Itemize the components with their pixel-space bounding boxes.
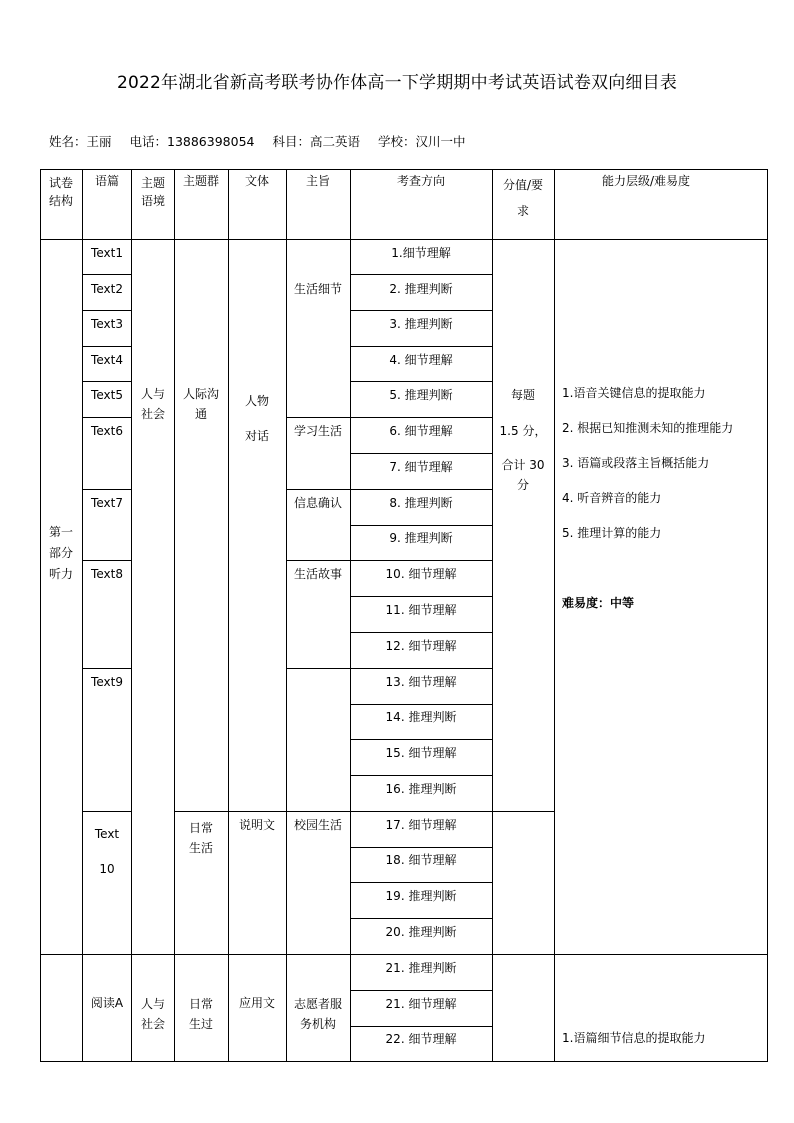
genre-value: 人物对话 <box>244 394 269 443</box>
row-line <box>286 668 350 669</box>
passage-label: Text6 <box>91 424 123 438</box>
part1-label: 第一部分听力 <box>48 525 73 581</box>
question-item: 6. 细节理解 <box>389 424 453 438</box>
col-line <box>554 169 555 1062</box>
question-item: 15. 细节理解 <box>385 746 457 760</box>
ability-item: 3. 语篇或段落主旨概括能力 <box>562 456 710 470</box>
header-theme: 主旨 <box>305 174 330 188</box>
question-item: 17. 细节理解 <box>385 818 457 832</box>
passage-label: Text8 <box>91 567 123 581</box>
difficulty-label: 难易度：中等 <box>562 596 635 610</box>
score-value: 合计 30 <box>501 458 545 472</box>
col-line <box>767 169 768 1062</box>
col-line <box>228 169 229 1062</box>
question-item: 9. 推理判断 <box>389 531 453 545</box>
score-value: 每题 <box>510 388 535 402</box>
theme-value: 生活细节 <box>293 282 342 296</box>
passage-label: Text5 <box>91 388 123 402</box>
ability-item: 4. 听音辨音的能力 <box>562 491 662 505</box>
col-line <box>174 169 175 1062</box>
author-phone: 电话：13886398054 <box>129 134 255 149</box>
score-value: 1.5 分， <box>499 424 547 438</box>
group-value: 日常生过 <box>188 997 213 1031</box>
question-item: 14. 推理判断 <box>385 710 457 724</box>
theme-value: 学习生活 <box>293 424 342 438</box>
passage-label: Text 10 <box>94 827 120 876</box>
theme-value: 信息确认 <box>293 496 342 510</box>
score-value: 分 <box>516 478 529 492</box>
question-item: 20. 推理判断 <box>385 925 457 939</box>
question-item: 11. 细节理解 <box>385 603 457 617</box>
author-name: 姓名：王丽 <box>49 134 112 149</box>
question-item: 3. 推理判断 <box>389 317 453 331</box>
ability-item: 2. 根据已知推测未知的推理能力 <box>562 421 734 435</box>
row-line <box>40 1061 768 1062</box>
ability-item: 5. 推理计算的能力 <box>562 526 662 540</box>
col-line <box>492 169 493 1062</box>
header-score: 分值/要求 <box>502 178 544 218</box>
passage-label: 阅读A <box>90 996 124 1010</box>
context-value: 人与社会 <box>140 997 165 1031</box>
question-item: 7. 细节理解 <box>389 460 453 474</box>
question-item: 2. 推理判断 <box>389 282 453 296</box>
question-item: 4. 细节理解 <box>389 353 453 367</box>
passage-label: Text9 <box>91 675 123 689</box>
header-genre: 文体 <box>244 174 269 188</box>
header-context: 主题语境 <box>140 176 165 208</box>
col-line <box>40 169 41 1062</box>
passage-label: Text3 <box>91 317 123 331</box>
context-value: 人与社会 <box>140 387 165 421</box>
theme-value: 志愿者服务机构 <box>293 997 342 1031</box>
row-line <box>492 811 554 812</box>
question-item: 8. 推理判断 <box>389 496 453 510</box>
question-item: 22. 细节理解 <box>385 1032 457 1046</box>
header-direction: 考查方向 <box>396 174 445 188</box>
question-item: 18. 细节理解 <box>385 853 457 867</box>
header-structure: 试卷结构 <box>48 176 73 208</box>
question-item: 10. 细节理解 <box>385 567 457 581</box>
author-school: 学校：汉川一中 <box>377 134 466 149</box>
question-item: 1.细节理解 <box>391 246 451 260</box>
passage-label: Text7 <box>91 496 123 510</box>
ability-item: 1.语音关键信息的提取能力 <box>562 386 706 400</box>
question-item: 21. 推理判断 <box>385 961 457 975</box>
header-ability: 能力层级/难易度 <box>601 174 691 188</box>
question-item: 16. 推理判断 <box>385 782 457 796</box>
genre-value: 说明文 <box>238 818 275 832</box>
theme-value: 生活故事 <box>293 567 342 581</box>
ability-item: 1.语篇细节信息的提取能力 <box>562 1031 706 1045</box>
question-item: 12. 细节理解 <box>385 639 457 653</box>
passage-label: Text1 <box>91 246 123 260</box>
header-group: 主题群 <box>182 174 219 188</box>
question-item: 5. 推理判断 <box>389 388 453 402</box>
document-title: 2022年湖北省新高考联考协作体高一下学期期中考试英语试卷双向细目表 <box>116 73 678 93</box>
question-item: 19. 推理判断 <box>385 889 457 903</box>
author-subject: 科目：高二英语 <box>272 134 360 149</box>
header-passage: 语篇 <box>94 174 119 188</box>
group-value: 人际沟通 <box>182 387 219 421</box>
question-item: 13. 细节理解 <box>385 675 457 689</box>
theme-value: 校园生活 <box>293 818 342 832</box>
question-item: 21. 细节理解 <box>385 997 457 1011</box>
genre-value: 应用文 <box>238 996 275 1010</box>
passage-label: Text4 <box>91 353 123 367</box>
passage-label: Text2 <box>91 282 123 296</box>
row-line <box>82 811 132 812</box>
group-value: 日常生活 <box>188 821 213 855</box>
